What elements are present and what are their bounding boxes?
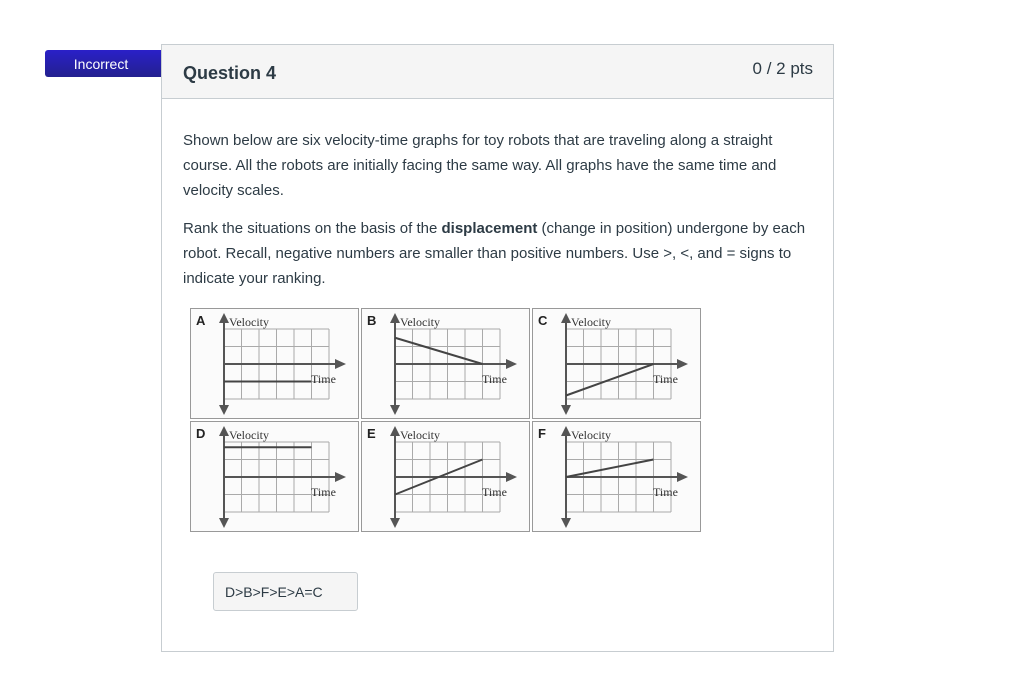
panel-label: B [367,313,377,328]
x-axis-label: Time [653,485,678,499]
axis-arrow-right-icon [335,472,346,482]
y-axis-label: Velocity [229,315,269,329]
axis-arrow-up-icon [390,313,400,323]
axis-arrow-up-icon [561,313,571,323]
series-line-c [566,364,654,396]
graph-svg [533,422,700,531]
y-axis-label: Velocity [229,428,269,442]
axis-arrow-down-icon [219,405,229,415]
axis-arrow-right-icon [335,359,346,369]
velocity-time-graphs [190,308,702,534]
x-axis-label: Time [482,485,507,499]
graph-svg [191,422,358,531]
panel-label: E [367,426,376,441]
graph-svg [533,309,700,418]
question-header [162,45,833,99]
question-points: 0 / 2 pts [752,59,813,78]
axis-arrow-right-icon [506,359,517,369]
panel-label: A [196,313,206,328]
graph-svg [362,422,529,531]
instructions-text-2: (change in position) undergone by each robot. Recall, negative numbers are smaller than positive numbers. Use >, <, and = signs to indicate your ranking. [183,220,806,287]
graph-svg [362,309,529,418]
axis-arrow-down-icon [390,405,400,415]
panel-label: F [538,426,546,441]
graph-svg [191,309,358,418]
axis-arrow-right-icon [677,359,688,369]
x-axis-label: Time [311,372,336,386]
graph-panel-a [190,308,359,419]
status-badge: Incorrect [45,50,163,77]
axis-arrow-up-icon [219,313,229,323]
answer-box: D>B>F>E>A=C [213,572,358,611]
instructions-bold: displacement [441,220,538,237]
axis-arrow-down-icon [390,518,400,528]
question-intro: Shown below are six velocity-time graphs for toy robots that are traveling along a straight course. All the robots are initially facing the same way. All graphs have the same time and velocity scales. [183,132,777,199]
axis-arrow-down-icon [561,518,571,528]
series-line-f [566,460,654,478]
graph-panel-c [532,308,701,419]
axis-arrow-up-icon [219,426,229,436]
question-card [161,44,834,652]
axis-arrow-down-icon [561,405,571,415]
x-axis-label: Time [482,372,507,386]
y-axis-label: Velocity [400,315,440,329]
y-axis-label: Velocity [400,428,440,442]
y-axis-label: Velocity [571,315,611,329]
question-instructions [183,216,813,291]
instructions-text: Rank the situations on the basis of the [183,220,442,237]
panel-label: D [196,426,206,441]
axis-arrow-down-icon [219,518,229,528]
graph-panel-b [361,308,530,419]
graph-panel-e [361,421,530,532]
graph-panel-f [532,421,701,532]
x-axis-label: Time [311,485,336,499]
axis-arrow-right-icon [677,472,688,482]
axis-arrow-up-icon [561,426,571,436]
y-axis-label: Velocity [571,428,611,442]
axis-arrow-right-icon [506,472,517,482]
x-axis-label: Time [653,372,678,386]
graph-panel-d [190,421,359,532]
axis-arrow-up-icon [390,426,400,436]
panel-label: C [538,313,548,328]
question-title: Question 4 [183,63,277,83]
series-line-b [395,338,483,364]
